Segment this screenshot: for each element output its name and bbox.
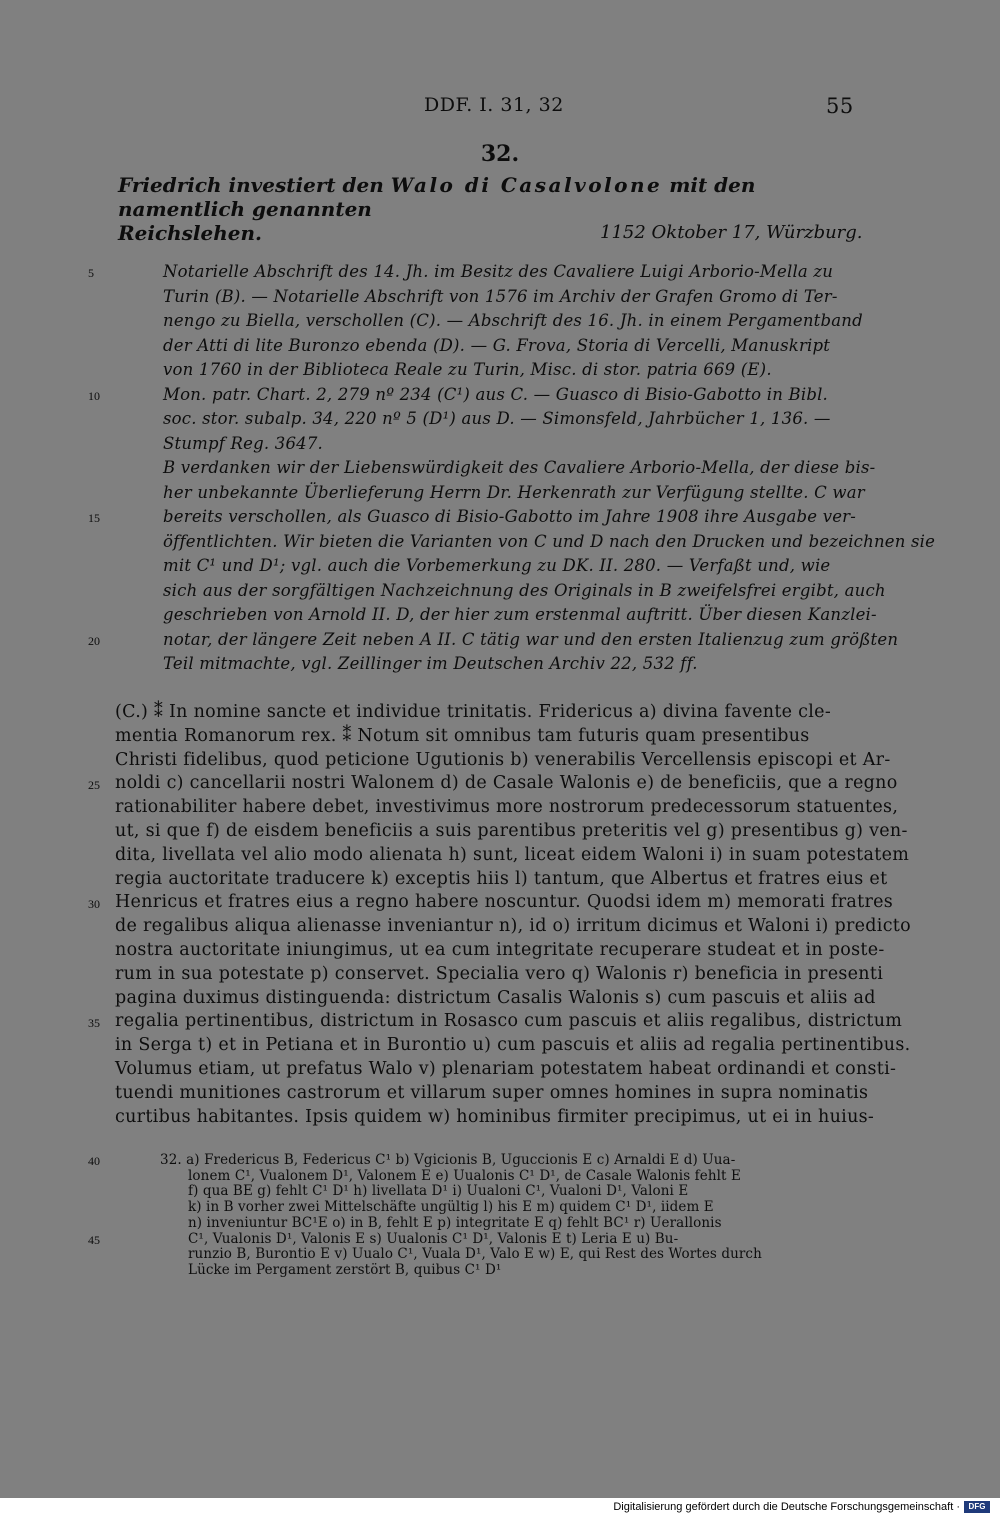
line-text: runzio B, Burontio E v) Uualo C¹, Vuala D¹, Valo E w) E, qui Rest des Wortes durch — [188, 1246, 762, 1263]
line-text: regalia pertinentibus, districtum in Rosasco cum pascuis et aliis regalibus, districtum — [115, 1011, 903, 1032]
line-text: Notarielle Abschrift des 14. Jh. im Besitz des Cavaliere Luigi Arborio-Mella zu — [163, 262, 834, 281]
line-text: Turin (B). — Notarielle Abschrift von 1576 im Archiv der Grafen Gromo di Ter- — [163, 286, 838, 306]
line-text: n) inveniuntur BC¹E o) in B, fehlt E p) integritate E q) fehlt BC¹ r) Uerallonis — [188, 1214, 722, 1231]
line-number: 20 — [88, 633, 100, 648]
vorbem-line — [0, 581, 1000, 605]
main-line — [0, 1011, 1000, 1035]
main-line — [0, 773, 1000, 797]
line-text: Volumus etiam, ut prefatus Walo v) plenariam potestatem habeat ordinandi et consti- — [115, 1059, 897, 1079]
vorbem-line — [0, 287, 1000, 311]
main-line — [0, 916, 1000, 940]
line-text: in Serga t) et in Petiana et in Burontio u) cum pascuis et aliis ad regalia pertinentibus. — [115, 1035, 911, 1056]
line-text: regia auctoritate traducere k) exceptis hiis l) tantum, que Albertus et fratres eius et — [115, 868, 888, 889]
vorbem-line — [0, 434, 1000, 458]
main-line — [0, 940, 1000, 964]
vorbem-line — [0, 483, 1000, 507]
line-text: k) in B vorher zwei Mittelschäfte ungültig l) his E m) quidem C¹ D¹, iidem E — [188, 1199, 714, 1216]
main-line — [0, 964, 1000, 988]
line-number: 10 — [88, 388, 100, 403]
main-line — [0, 892, 1000, 916]
line-text: B verdanken wir der Liebenswürdigkeit des Cavaliere Arborio-Mella, der diese bis- — [163, 458, 876, 477]
line-text: öffentlichten. Wir bieten die Varianten von C und D nach den Drucken und bezeichnen sie — [163, 531, 936, 551]
line-text: (C.) ⁑ In nomine sancte et individue trinitatis. Fridericus a) divina favente cle- — [115, 702, 832, 722]
line-text: Henricus et fratres eius a regno habere noscuntur. Quodsi idem m) memorati fratres — [115, 892, 894, 913]
line-text: soc. stor. subalp. 34, 220 nº 5 (D¹) aus D. — Simonsfeld, Jahrbücher 1, 136. — — [163, 409, 831, 428]
dfg-logo-icon: DFG — [964, 1501, 990, 1513]
line-text: notar, der längere Zeit neben A II. C tätig war und den ersten Italienzug zum größten — [163, 629, 899, 649]
main-line — [0, 1083, 1000, 1107]
line-number: 30 — [88, 897, 100, 912]
line-text: noldi c) cancellarii nostri Walonem d) de Casale Walonis e) de beneficiis, que a regno — [115, 773, 898, 794]
document-number: 32. — [480, 141, 520, 167]
line-text: mentia Romanorum rex. ⁑ Notum sit omnibus tam futuris quam presentibus — [115, 725, 810, 746]
line-text: rationabiliter habere debet, investivimus more nostrorum predecessorum statuentes, — [115, 797, 899, 818]
line-text: Lücke im Pergament zerstört B, quibus C¹ D¹ — [188, 1261, 502, 1278]
vorbem-line — [0, 409, 1000, 433]
line-text: sich aus der sorgfältigen Nachzeichnung des Originals in B zweifelsfrei ergibt, auch — [163, 580, 886, 600]
running-head-title: DDF. I. 31, 32 — [424, 94, 564, 116]
main-line — [0, 1035, 1000, 1059]
line-text: Teil mitmachte, vgl. Zeillinger im Deutschen Archiv 22, 532 ff. — [163, 654, 698, 673]
footer-bar — [0, 1498, 1000, 1517]
main-line — [0, 797, 1000, 821]
line-text: von 1760 in der Biblioteca Reale zu Turin, Misc. di stor. patria 669 (E). — [163, 360, 772, 379]
vorbem-line — [0, 336, 1000, 360]
vorbem-line — [0, 507, 1000, 531]
line-number: 25 — [88, 778, 100, 793]
vorbem-line — [0, 654, 1000, 678]
line-number: 35 — [88, 1016, 100, 1031]
headline-part2: mit den namentlich genannten — [118, 173, 756, 221]
dateline: 1152 Oktober 17, Würzburg. — [600, 222, 863, 243]
line-text: pagina duximus distinguenda: districtum Casalis Walonis s) cum pascuis et aliis ad — [115, 987, 876, 1008]
line-text: curtibus habitantes. Ipsis quidem w) hominibus firmiter precipimus, ut ei in huius- — [115, 1106, 875, 1127]
notes-line — [0, 1262, 1000, 1286]
line-text: geschrieben von Arnold II. D, der hier zum erstenmal auftritt. Über diesen Kanzlei- — [163, 605, 877, 624]
line-number: 40 — [88, 1154, 100, 1168]
line-number: 5 — [88, 266, 94, 280]
main-line — [0, 750, 1000, 774]
line-number: 45 — [88, 1232, 100, 1247]
line-text: mit C¹ und D¹; vgl. auch die Vorbemerkung zu DK. II. 280. — Verfaßt und, wie — [163, 556, 831, 575]
headline-line2: Reichslehen. — [118, 221, 263, 245]
vorbem-line — [0, 311, 1000, 335]
main-line — [0, 821, 1000, 845]
line-text: nengo zu Biella, verschollen (C). — Abschrift des 16. Jh. in einem Pergamentband — [163, 311, 863, 330]
vorbem-line — [0, 360, 1000, 384]
line-text: ut, si que f) de eisdem beneficiis a suis parentibus preteritis vel g) presentibus g) ven- — [115, 821, 908, 841]
line-text: C¹, Vualonis D¹, Valonis E s) Uualonis C¹ D¹, Valonis E t) Leria E u) Bu- — [188, 1230, 679, 1247]
main-line — [0, 1107, 1000, 1131]
vorbem-line — [0, 262, 1000, 286]
line-text: rum in sua potestate p) conservet. Specialia vero q) Walonis r) beneficia in presenti — [115, 963, 884, 984]
main-line — [0, 869, 1000, 893]
vorbem-line — [0, 630, 1000, 654]
line-text: Mon. patr. Chart. 2, 279 nº 234 (C¹) aus C. — Guasco di Bisio-Gabotto in Bibl. — [163, 384, 828, 404]
funding-credit: Digitalisierung gefördert durch die Deutsche Forschungsgemeinschaft · — [613, 1501, 960, 1513]
vorbem-line — [0, 605, 1000, 629]
headline-part1: Friedrich investiert den — [118, 173, 391, 197]
page-number: 55 — [826, 94, 854, 118]
line-text: Stumpf Reg. 3647. — [163, 433, 323, 453]
vorbem-line — [0, 556, 1000, 580]
line-text: dita, livellata vel alio modo alienata h) sunt, liceat eidem Waloni i) in suam potestatem — [115, 844, 910, 865]
line-text: 32. a) Fredericus B, Federicus C¹ b) Vgicionis B, Uguccionis E c) Arnaldi E d) Uua- — [160, 1152, 736, 1168]
line-text: lonem C¹, Vualonem D¹, Valonem E e) Uualonis C¹ D¹, de Casale Walonis fehlt E — [188, 1167, 741, 1184]
line-text: tuendi munitiones castrorum et villarum super omnes homines in supra nominatis — [115, 1082, 869, 1103]
headline-name: Walo di Casalvolone — [390, 173, 663, 197]
line-text: her unbekannte Überlieferung Herrn Dr. Herkenrath zur Verfügung stellte. C war — [163, 482, 865, 502]
line-text: nostra auctoritate iniungimus, ut ea cum integritate recuperare studeat et in poste- — [115, 940, 885, 960]
vorbem-line — [0, 458, 1000, 482]
vorbem-line — [0, 385, 1000, 409]
main-line — [0, 726, 1000, 750]
main-line — [0, 702, 1000, 726]
main-line — [0, 988, 1000, 1012]
vorbem-line — [0, 532, 1000, 556]
line-number: 15 — [88, 511, 100, 525]
line-text: Christi fidelibus, quod peticione Ugutionis b) venerabilis Vercellensis episcopi et Ar- — [115, 749, 891, 770]
main-line — [0, 1059, 1000, 1083]
main-line — [0, 845, 1000, 869]
line-text: f) qua BE g) fehlt C¹ D¹ h) livellata D¹ i) Uualoni C¹, Vualoni D¹, Valoni E — [188, 1183, 689, 1200]
line-text: der Atti di lite Buronzo ebenda (D). — G. Frova, Storia di Vercelli, Manuskript — [163, 335, 831, 355]
line-text: bereits verschollen, als Guasco di Bisio-Gabotto im Jahre 1908 ihre Ausgabe ver- — [163, 507, 857, 526]
line-text: de regalibus aliqua alienasse inveniantur n), id o) irritum dicimus et Waloni i) predicto — [115, 916, 911, 937]
